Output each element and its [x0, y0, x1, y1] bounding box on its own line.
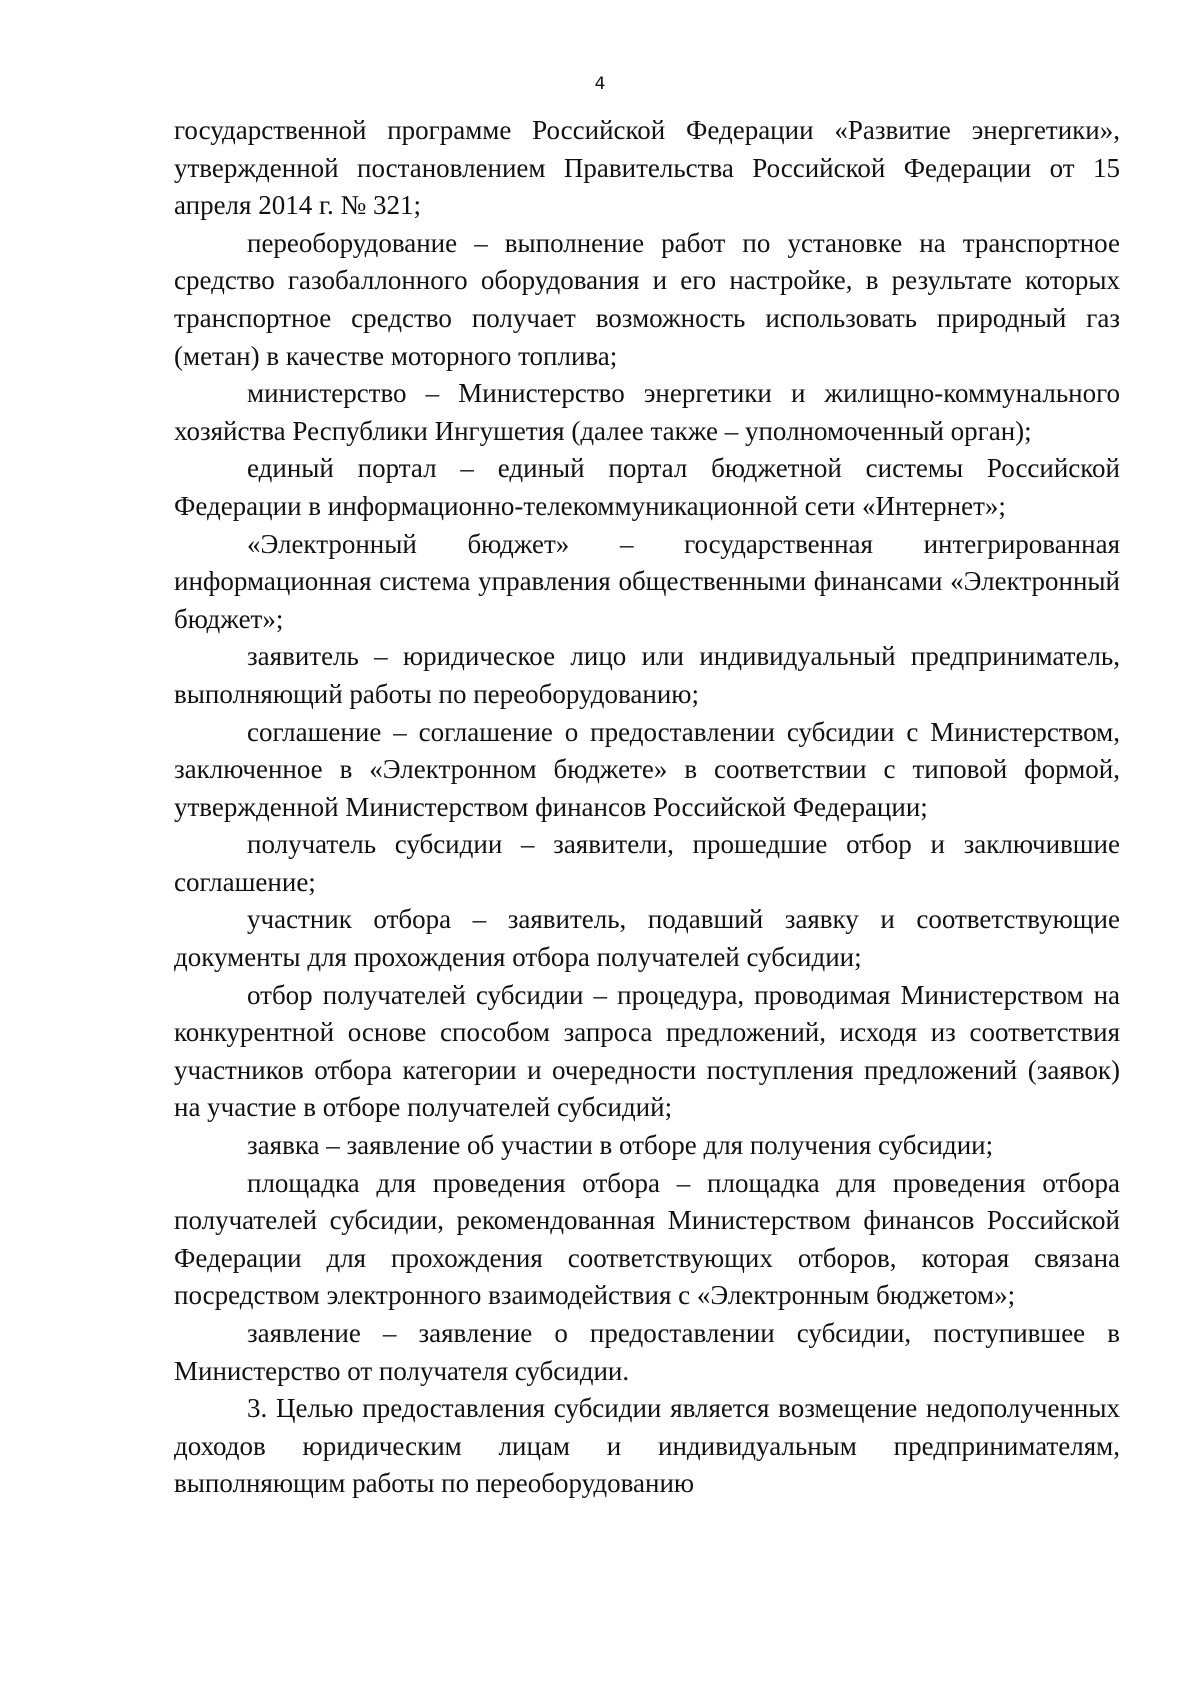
paragraph-definition-ministry: министерство – Министерство энергетики и жилищно-коммунального хозяйства Республики Ингушетия (далее также – уполномоченный орган);: [174, 378, 1120, 446]
paragraph-definition-agreement: соглашение – соглашение о предоставлении субсидии с Министерством, заключенное в «Электронном бюджете» в соответствии с типовой формой, утвержденной Министерством финансов Российской Федерации;: [174, 716, 1120, 822]
paragraph-section-3-purpose: 3. Целью предоставления субсидии является возмещение недополученных доходов юридическим лицам и индивидуальным предпринимателям, выполняющим работы по переоборудованию: [174, 1393, 1120, 1499]
paragraph-definition-electronic-budget: «Электронный бюджет» – государственная интегрированная информационная система управления общественными финансами «Электронный бюджет»;: [174, 528, 1120, 634]
paragraph-definition-selection-platform: площадка для проведения отбора – площадка для проведения отбора получателей субсидии, рекомендованная Министерством финансов Российской Федерации для прохождения соответствующих отборов, которая связана посредством электронного взаимодействия с «Электронным бюджетом»;: [174, 1167, 1120, 1311]
paragraph-definition-subsidy-recipient: получатель субсидии – заявители, прошедшие отбор и заключившие соглашение;: [174, 829, 1120, 897]
paragraph-definition-statement: заявление – заявление о предоставлении субсидии, поступившее в Министерство от получателя субсидии.: [174, 1318, 1120, 1386]
paragraph-definition-application: заявка – заявление об участии в отборе для получения субсидии;: [247, 1130, 994, 1161]
paragraph-definition-recipient-selection: отбор получателей субсидии – процедура, проводимая Министерством на конкурентной основе способом запроса предложений, исходя из соответствия участников отбора категории и очередности поступления предложений (заявок) на участие в отборе получателей субсидий;: [174, 979, 1120, 1123]
page-number: 4: [594, 74, 606, 94]
paragraph-program-continuation: государственной программе Российской Федерации «Развитие энергетики», утвержденной постановлением Правительства Российской Федерации от 15 апреля 2014 г. № 321;: [174, 115, 1120, 221]
paragraph-definition-applicant: заявитель – юридическое лицо или индивидуальный предприниматель, выполняющий работы по переоборудованию;: [174, 641, 1120, 709]
document-body: [174, 112, 1120, 1503]
paragraph-definition-unified-portal: единый портал – единый портал бюджетной системы Российской Федерации в информационно-телекоммуникационной сети «Интернет»;: [174, 453, 1120, 521]
paragraph-definition-conversion: переоборудование – выполнение работ по установке на транспортное средство газобаллонного оборудования и его настройке, в результате которых транспортное средство получает возможность использовать природный газ (метан) в качестве моторного топлива;: [174, 227, 1120, 371]
paragraph-definition-selection-participant: участник отбора – заявитель, подавший заявку и соответствующие документы для прохождения отбора получателей субсидии;: [174, 904, 1120, 973]
